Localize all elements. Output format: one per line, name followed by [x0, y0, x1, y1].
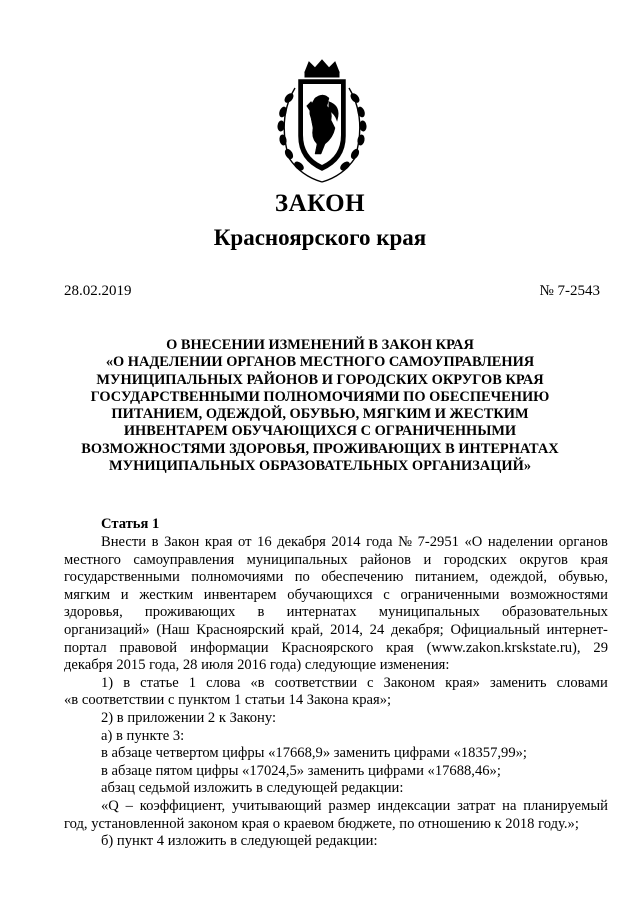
article-label: Статья 1 [101, 516, 160, 532]
article-text-line: «Q – коэффициент, учитывающий размер индексации затрат на планируемый [101, 797, 608, 814]
article-text-line: здоровья, проживающих в интернатах муниципальных образовательных [64, 604, 608, 621]
heading-line: ПИТАНИЕМ, ОДЕЖДОЙ, ОБУВЬЮ, МЯГКИМ И ЖЕСТКИМ [111, 406, 529, 423]
article-text-line: абзац седьмой изложить в следующей редакции: [101, 780, 404, 797]
law-heading [60, 337, 580, 475]
heading-line: «О НАДЕЛЕНИИ ОРГАНОВ МЕСТНОГО САМОУПРАВЛЕНИЯ [105, 354, 535, 371]
article-text-line: в абзаце пятом цифры «17024,5» заменить цифрами «17688,46»; [101, 762, 501, 779]
article-text-line: декабря 2015 года, 28 июля 2016 года) следующие изменения: [64, 657, 450, 674]
article-text-line: в абзаце четвертом цифры «17668,9» заменить цифрами «18357,99»; [101, 745, 527, 762]
coat-of-arms-icon [267, 58, 377, 186]
article-text-line: «в соответствии с пунктом 1 статьи 14 Закона края»; [64, 692, 392, 709]
law-date: 28.02.2019 [64, 283, 132, 299]
article-text-line: портал правовой информации Красноярского края (www.zakon.krskstate.ru), 29 [64, 639, 608, 656]
article-text-line: местного самоуправления муниципальных районов и городских округов края [64, 551, 608, 568]
law-number: № 7-2543 [539, 283, 600, 299]
article-text-line: а) в пункте 3: [101, 727, 185, 744]
heading-line: О ВНЕСЕНИИ ИЗМЕНЕНИЙ В ЗАКОН КРАЯ [166, 337, 474, 353]
article-text-line: организаций» (Наш Красноярский край, 2014, 24 декабря; Официальный интернет- [64, 621, 608, 638]
law-region: Красноярского края [213, 225, 427, 250]
article-text-line: государственными полномочиями по обеспечению питанием, одеждой, обувью, [64, 569, 608, 586]
heading-line: МУНИЦИПАЛЬНЫХ ОБРАЗОВАТЕЛЬНЫХ ОРГАНИЗАЦИЙ» [108, 458, 532, 475]
heading-line: ГОСУДАРСТВЕННЫМИ ПОЛНОМОЧИЯМИ ПО ОБЕСПЕЧЕНИЮ [90, 388, 550, 405]
article-text-line: б) пункт 4 изложить в следующей редакции: [101, 833, 378, 850]
article-text-line: мягким и жестким инвентарем обучающихся с ограниченными возможностями [64, 586, 608, 603]
article-text-line: Внести в Закон края от 16 декабря 2014 года № 7-2951 «О наделении органов [101, 534, 608, 550]
law-title: ЗАКОН [274, 190, 366, 217]
article-text-line: год, установленной законом края о краевом бюджете, по отношению к 2018 году.»; [64, 815, 579, 832]
heading-line: ВОЗМОЖНОСТЯМИ ЗДОРОВЬЯ, ПРОЖИВАЮЩИХ В ИНТЕРНАТАХ [81, 440, 559, 457]
heading-line: ИНВЕНТАРЕМ ОБУЧАЮЩИХСЯ С ОГРАНИЧЕННЫМИ [123, 423, 517, 440]
article-body [64, 534, 608, 851]
article-text-line: 1) в статье 1 слова «в соответствии с Законом края» заменить словами [101, 674, 608, 691]
heading-line: МУНИЦИПАЛЬНЫХ РАЙОНОВ И ГОРОДСКИХ ОКРУГОВ КРАЯ [96, 371, 544, 388]
article-text-line: 2) в приложении 2 к Закону: [101, 709, 277, 726]
